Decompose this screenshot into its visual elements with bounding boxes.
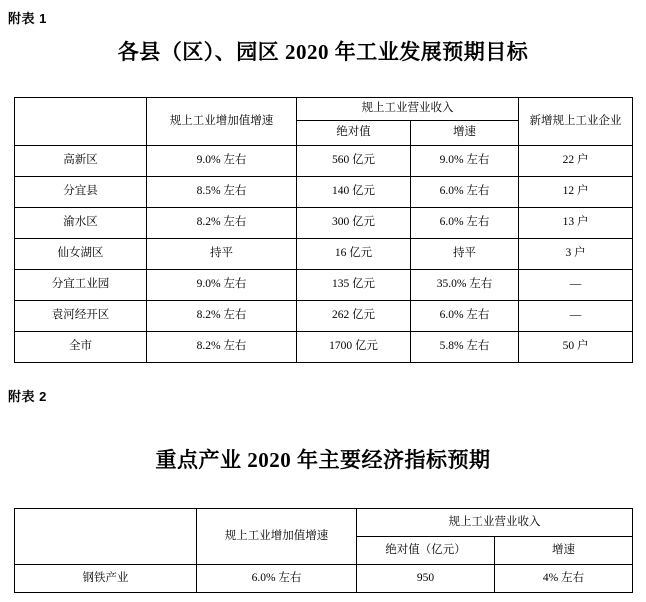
row-name: 袁河经开区 bbox=[15, 301, 147, 332]
row-name: 仙女湖区 bbox=[15, 239, 147, 270]
row-revenue-growth: 9.0% 左右 bbox=[411, 146, 519, 177]
row-value-added: 持平 bbox=[147, 239, 297, 270]
header-new-enterprises: 新增规上工业企业 bbox=[519, 98, 633, 146]
row-value-added: 9.0% 左右 bbox=[147, 270, 297, 301]
table-row bbox=[15, 208, 633, 239]
header-revenue-group: 规上工业营业收入 bbox=[357, 509, 633, 537]
row-value-added: 6.0% 左右 bbox=[197, 565, 357, 593]
table-header-row-1 bbox=[15, 98, 633, 121]
row-name: 钢铁产业 bbox=[15, 565, 197, 593]
row-revenue-absolute: 16 亿元 bbox=[297, 239, 411, 270]
table-row bbox=[15, 301, 633, 332]
header-blank bbox=[15, 98, 147, 146]
row-revenue-growth: 6.0% 左右 bbox=[411, 208, 519, 239]
row-new-enterprises: 22 户 bbox=[519, 146, 633, 177]
row-value-added: 9.0% 左右 bbox=[147, 146, 297, 177]
row-new-enterprises: 3 户 bbox=[519, 239, 633, 270]
row-revenue-growth: 4% 左右 bbox=[495, 565, 633, 593]
row-revenue-growth: 持平 bbox=[411, 239, 519, 270]
row-name: 分宜工业园 bbox=[15, 270, 147, 301]
table-row bbox=[15, 177, 633, 208]
header-revenue-growth: 增速 bbox=[495, 537, 633, 565]
attachment-2-label: 附表 2 bbox=[8, 389, 47, 404]
row-revenue-absolute: 140 亿元 bbox=[297, 177, 411, 208]
header-value-added: 规上工业增加值增速 bbox=[197, 509, 357, 565]
attachment-2-title: 重点产业 2020 年主要经济指标预期 bbox=[155, 448, 491, 472]
row-value-added: 8.2% 左右 bbox=[147, 301, 297, 332]
table-row bbox=[15, 332, 633, 363]
row-revenue-growth: 6.0% 左右 bbox=[411, 301, 519, 332]
row-new-enterprises: — bbox=[519, 270, 633, 301]
header-blank bbox=[15, 509, 197, 565]
row-name: 全市 bbox=[15, 332, 147, 363]
table-row bbox=[15, 146, 633, 177]
row-name: 高新区 bbox=[15, 146, 147, 177]
row-value-added: 8.2% 左右 bbox=[147, 208, 297, 239]
row-value-added: 8.5% 左右 bbox=[147, 177, 297, 208]
table-row bbox=[15, 565, 633, 593]
row-revenue-growth: 5.8% 左右 bbox=[411, 332, 519, 363]
row-value-added: 8.2% 左右 bbox=[147, 332, 297, 363]
row-new-enterprises: — bbox=[519, 301, 633, 332]
attachment-1-title: 各县（区）、园区 2020 年工业发展预期目标 bbox=[117, 40, 529, 64]
attachment-1-table bbox=[14, 97, 633, 363]
attachment-2-table bbox=[14, 508, 633, 593]
row-revenue-growth: 35.0% 左右 bbox=[411, 270, 519, 301]
row-revenue-absolute: 300 亿元 bbox=[297, 208, 411, 239]
row-revenue-growth: 6.0% 左右 bbox=[411, 177, 519, 208]
row-name: 渝水区 bbox=[15, 208, 147, 239]
header-value-added: 规上工业增加值增速 bbox=[147, 98, 297, 146]
table-row bbox=[15, 239, 633, 270]
header-revenue-group: 规上工业营业收入 bbox=[297, 98, 519, 121]
row-revenue-absolute: 560 亿元 bbox=[297, 146, 411, 177]
row-revenue-absolute: 262 亿元 bbox=[297, 301, 411, 332]
table-header-row-1 bbox=[15, 509, 633, 537]
row-new-enterprises: 12 户 bbox=[519, 177, 633, 208]
row-revenue-absolute: 135 亿元 bbox=[297, 270, 411, 301]
row-new-enterprises: 50 户 bbox=[519, 332, 633, 363]
row-revenue-absolute: 950 bbox=[357, 565, 495, 593]
header-revenue-absolute: 绝对值（亿元） bbox=[357, 537, 495, 565]
row-revenue-absolute: 1700 亿元 bbox=[297, 332, 411, 363]
header-revenue-growth: 增速 bbox=[411, 121, 519, 146]
table-row bbox=[15, 270, 633, 301]
row-new-enterprises: 13 户 bbox=[519, 208, 633, 239]
header-revenue-absolute: 绝对值 bbox=[297, 121, 411, 146]
attachment-1-label: 附表 1 bbox=[8, 11, 47, 26]
row-name: 分宜县 bbox=[15, 177, 147, 208]
